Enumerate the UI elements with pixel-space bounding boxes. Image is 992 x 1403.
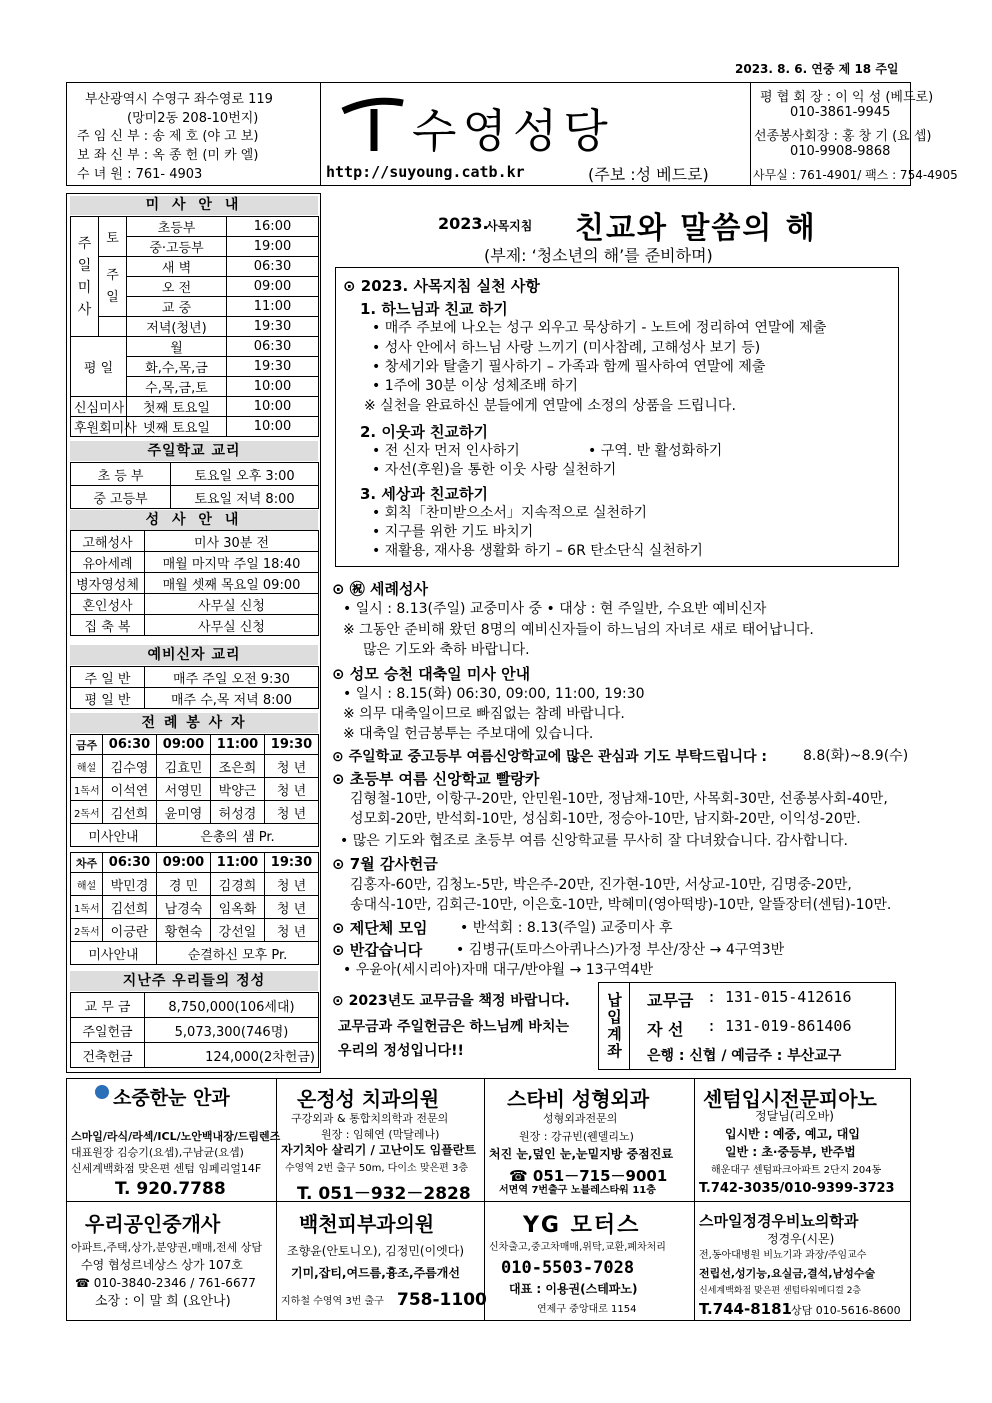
- sunday-mass-label: 주일미사: [71, 217, 99, 337]
- mass-time: 19:30: [227, 317, 319, 337]
- sunday-school-title: 주일학교 교리: [70, 441, 318, 461]
- pastor: 주 임 신 부 : 송 제 호 (야 고 보): [77, 129, 259, 144]
- mass-time: 11:00: [227, 297, 319, 317]
- server-name: 청 년: [265, 873, 319, 896]
- weekday-label: 평 일: [71, 337, 127, 397]
- server-name: 박양근: [211, 778, 265, 801]
- special-mass-label: 후원회미사: [71, 417, 127, 437]
- mass-time: 06:30: [103, 735, 157, 755]
- ad-eye-clinic[interactable]: [67, 1079, 281, 1201]
- ad-line: 자기치아 살리기 / 고난이도 임플란트: [281, 1143, 476, 1157]
- guideline-item: • 1주에 30분 이상 성체조배 하기: [372, 378, 578, 394]
- class-label: 주 일 반: [71, 667, 145, 688]
- class-time: 토요일 저녁 8:00: [171, 486, 319, 509]
- offering-label: 교 무 금: [71, 993, 145, 1018]
- server-name: 김수영: [103, 755, 157, 778]
- ad-line: 조향윤(안토니오), 김정민(이엣다): [287, 1244, 465, 1258]
- mass-time: 19:30: [227, 357, 319, 377]
- headline-sub-label: 사목지침: [486, 219, 533, 233]
- ad-piano[interactable]: [695, 1079, 910, 1201]
- convent: 수 녀 원 : 761- 4903: [77, 167, 203, 182]
- server-name: 남경숙: [157, 896, 211, 919]
- week-label: 금주: [71, 735, 103, 755]
- baptism-title: ⊙ ㊗ 세례성사: [332, 580, 428, 598]
- server-name: 김선희: [103, 801, 157, 824]
- ad-phone: T.742-3035/010-9399-3723: [699, 1181, 895, 1196]
- server-name: 청 년: [265, 919, 319, 942]
- thanks-line: 송대식-10만, 김회근-10만, 이은호-10만, 박혜미(영아떡방)-10만, 알뜰장터(센텀)-10만.: [350, 897, 892, 913]
- baptism-line: ※ 그동안 준비해 왔던 8명의 예비신자들이 하느님의 자녀로 새로 태어납니다.: [343, 622, 814, 638]
- ads-section: [66, 1078, 911, 1321]
- ad-name: 우리공인중개사: [85, 1212, 221, 1236]
- class-label: 초 등 부: [71, 463, 171, 486]
- ad-line: 정달님(리오바): [755, 1109, 834, 1123]
- ad-line: 전립선,성기능,요실금,결석,남성수술: [699, 1267, 876, 1280]
- account-label: 자 선: [647, 1020, 684, 1039]
- sunday-label: 주일: [99, 257, 127, 317]
- ad-name: 스마일정경우비뇨의학과: [699, 1212, 859, 1230]
- church-url[interactable]: http://suyoung.catb.kr: [326, 163, 525, 181]
- ad-line: 스마일/라식/라섹/ICL/노안백내장/드림렌즈: [71, 1130, 281, 1143]
- server-name: 김효민: [157, 755, 211, 778]
- elem-school-title: ⊙ 초등부 여름 신앙학교 빨랑카: [332, 770, 540, 788]
- tithe-line: 교무금과 주일헌금은 하느님께 바치는: [338, 1019, 570, 1035]
- mass-time: 11:00: [211, 735, 265, 755]
- address: 부산광역시 수영구 좌수영로 119: [85, 92, 273, 107]
- ad-line: 원장 : 임혜연 (막달레나): [321, 1128, 440, 1141]
- mass-name: 넷째 토요일: [127, 417, 227, 437]
- guideline-s1: 1. 하느님과 친교 하기: [360, 300, 508, 318]
- server-name: 김선희: [103, 896, 157, 919]
- elem-school-line: 김형철-10만, 이항구-20만, 안민원-10만, 정남채-10만, 사목회-30만, 선종봉사회-40만,: [350, 791, 888, 807]
- mass-time: 19:30: [265, 853, 319, 873]
- offerings-title: 지난주 우리들의 정성: [70, 971, 318, 991]
- ad-phone: T.744-8181: [699, 1300, 792, 1318]
- service-chair-phone: 010-9908-9868: [790, 144, 891, 159]
- class-label: 중 고등부: [71, 486, 171, 509]
- logo-mark-icon: [338, 89, 408, 153]
- welcome-line: • 김병규(토마스아퀴나스)가정 부산/장산 → 4구역3반: [456, 942, 785, 958]
- ad-urology[interactable]: [695, 1202, 910, 1320]
- assumption-line: • 일시 : 8.15(화) 06:30, 09:00, 11:00, 19:30: [343, 686, 645, 702]
- mass-name: 교 중: [127, 297, 227, 317]
- parish-info: [67, 83, 321, 185]
- mass-name: 첫째 토요일: [127, 397, 227, 417]
- ad-name: YG 모터스: [523, 1213, 641, 1238]
- assumption-line: ※ 대축일 헌금봉투는 주보대에 있습니다.: [343, 726, 594, 742]
- mass-time: 10:00: [227, 417, 319, 437]
- headline-title: 친교와 말씀의 해: [575, 211, 817, 246]
- thanks-title: ⊙ 7월 감사헌금: [332, 855, 438, 873]
- ad-line: 소장 : 이 말 희 (요안나): [95, 1294, 231, 1309]
- server-name: 청 년: [265, 801, 319, 824]
- role-label: 1독서: [71, 896, 103, 919]
- mass-time: 06:30: [227, 337, 319, 357]
- ad-line: 처진 눈,덮인 눈,눈밑지방 중점진료: [489, 1147, 673, 1161]
- role-label: 1독서: [71, 778, 103, 801]
- account-box: [598, 982, 896, 1070]
- servers-this-week-table: [70, 734, 319, 847]
- mass-schedule-table: [70, 216, 319, 437]
- week-label: 차주: [71, 853, 103, 873]
- server-name: 김경희: [211, 873, 265, 896]
- sacrament-label: 혼인성사: [71, 594, 145, 615]
- guideline-item: • 구역. 반 활성화하기: [588, 443, 723, 459]
- account-side-label: 납입계좌: [599, 983, 630, 1069]
- offering-value: 8,750,000(106세대): [145, 993, 319, 1018]
- usher-group: 순결하신 모후 Pr.: [157, 942, 319, 965]
- ad-name: 스타비 성형외과: [507, 1087, 650, 1111]
- server-name: 황현숙: [157, 919, 211, 942]
- thanks-line: 김홍자-60만, 김청노-5만, 박은주-20만, 진가현-10만, 서상교-10만, 김명중-20만,: [350, 877, 852, 893]
- usher-label: 미사안내: [71, 942, 157, 965]
- welcome-line: • 우윤아(세시리아)자매 대구/반야월 → 13구역4반: [343, 962, 654, 978]
- sunday-school-table: [70, 462, 319, 509]
- server-name: 청 년: [265, 778, 319, 801]
- guideline-title: ⊙ 2023. 사목지침 실천 사항: [343, 277, 540, 295]
- servers-next-week-table: [70, 852, 319, 965]
- mass-time: 11:00: [211, 853, 265, 873]
- guideline-item: • 성사 안에서 하느님 사랑 느끼기 (미사참례, 고해성사 보기 등): [372, 340, 761, 356]
- server-name: 청 년: [265, 896, 319, 919]
- ad-name: 백천피부과의원: [299, 1212, 435, 1236]
- ad-phone: 010-5503-7028: [501, 1258, 635, 1278]
- mass-time: 06:30: [103, 853, 157, 873]
- offering-value: 5,073,300(746명): [145, 1018, 319, 1043]
- mass-name: 월: [127, 337, 227, 357]
- ad-line: 정경우(시몬): [767, 1232, 835, 1246]
- assistant-pastor: 보 좌 신 부 : 옥 종 헌 (미 카 엘): [77, 148, 259, 163]
- ad-line: 기미,잡티,여드름,흉조,주름개선: [291, 1266, 460, 1280]
- ad-motors[interactable]: [485, 1202, 695, 1320]
- class-time: 토요일 오후 3:00: [171, 463, 319, 486]
- mass-time: 09:00: [227, 277, 319, 297]
- ad-line: 대표 : 이용권(스테파노): [509, 1282, 638, 1296]
- role-label: 2독서: [71, 801, 103, 824]
- ad-phone: ☎ 051－715－9001: [509, 1167, 668, 1185]
- ad-line: 신세계백화점 맞은편 센텀타워메디컬 2층: [699, 1286, 862, 1296]
- sacrament-value: 사무실 신청: [145, 615, 319, 636]
- mass-name: 초등부: [127, 217, 227, 237]
- role-label: 해설: [71, 873, 103, 896]
- usher-group: 은총의 샘 Pr.: [157, 824, 319, 847]
- mass-time: 09:00: [157, 853, 211, 873]
- ad-line: 연제구 중앙대로 1154: [537, 1304, 637, 1315]
- mass-time: 10:00: [227, 397, 319, 417]
- sacrament-value: 미사 30분 전: [145, 531, 319, 552]
- assumption-line: ※ 의무 대축일이므로 빠짐없는 참례 바랍니다.: [343, 706, 625, 722]
- class-time: 매주 수,목 저녁 8:00: [145, 688, 319, 709]
- server-name: 허성경: [211, 801, 265, 824]
- mass-time: 19:30: [265, 735, 319, 755]
- mass-time: 09:00: [157, 735, 211, 755]
- server-name: 이석연: [103, 778, 157, 801]
- account-number: : 131-019-861406: [707, 1017, 852, 1035]
- assumption-title: ⊙ 성모 승천 대축일 미사 안내: [332, 665, 531, 683]
- guideline-item: • 전 신자 먼저 인사하기: [372, 443, 520, 459]
- ad-line: ☎ 010-3840-2346 / 761-6677: [75, 1276, 256, 1290]
- account-number: : 131-015-412616: [707, 988, 852, 1006]
- ad-name: 온정성 치과의원: [297, 1087, 440, 1111]
- guideline-item: • 지구를 위한 기도 바치기: [372, 524, 534, 540]
- date-line: 2023. 8. 6. 연중 제 18 주일: [735, 62, 899, 76]
- office-phone: 사무실 : 761-4901/ 팩스 : 754-4905: [753, 168, 958, 182]
- class-label: 평 일 반: [71, 688, 145, 709]
- church-name: 수영성당: [412, 104, 614, 158]
- ad-line: 원장 : 강규빈(웬델리노): [519, 1130, 634, 1143]
- mass-schedule-title: 미 사 안 내: [70, 196, 318, 215]
- usher-label: 미사안내: [71, 824, 157, 847]
- servers-title: 전 례 봉 사 자: [70, 713, 318, 733]
- mass-name: 수,목,금,토: [127, 377, 227, 397]
- ad-line: 아파트,주택,상가,분양권,매매,전세 상담: [71, 1241, 262, 1254]
- sacrament-label: 고해성사: [71, 531, 145, 552]
- sacrament-value: 매월 셋째 목요일 09:00: [145, 573, 319, 594]
- guideline-item: • 매주 주보에 나오는 성구 외우고 묵상하기 - 노트에 정리하여 연말에 제출: [372, 320, 827, 336]
- guideline-item: • 창세기와 탈출기 필사하기 – 가족과 함께 필사하여 연말에 제출: [372, 359, 766, 375]
- ad-dermatology[interactable]: [277, 1202, 485, 1320]
- mass-name: 오 전: [127, 277, 227, 297]
- ad-line: 수영 협성르네상스 상가 107호: [81, 1258, 243, 1272]
- council-chair-phone: 010-3861-9945: [790, 105, 891, 120]
- role-label: 2독서: [71, 919, 103, 942]
- server-name: 조은희: [211, 755, 265, 778]
- service-chair: 선종봉사회장 : 홍 창 기 (요 셉): [754, 129, 932, 144]
- ad-plastic-surgery[interactable]: [485, 1079, 695, 1201]
- catechumen-title: 예비신자 교리: [70, 645, 318, 665]
- group-meeting-line: • 반석회 : 8.13(주일) 교중미사 후: [460, 920, 673, 936]
- mass-name: 새 벽: [127, 257, 227, 277]
- server-name: 서영민: [157, 778, 211, 801]
- ad-line: 구강외과 & 통합치의학과 전문의: [291, 1112, 449, 1125]
- server-name: 청 년: [265, 755, 319, 778]
- bank-info: 은행 : 신협 / 예금주 : 부산교구: [647, 1048, 842, 1064]
- baptism-line: • 일시 : 8.13(주일) 교중미사 중 • 대상 : 현 주일반, 수요반 예비신자: [343, 601, 767, 617]
- offerings-table: [70, 992, 319, 1068]
- logo-area: [320, 83, 751, 185]
- ad-line: 일반 : 초·중등부, 반주법: [725, 1145, 856, 1159]
- guideline-note: ※ 실천을 완료하신 분들에게 연말에 소정의 상품을 드립니다.: [364, 398, 736, 414]
- guideline-item: • 재활용, 재사용 생활화 하기 – 6R 탄소단식 실천하기: [372, 543, 703, 559]
- ad-phone: T. 051－932－2828: [297, 1184, 471, 1204]
- ad-line: 해운대구 센텀파크아파트 2단지 204동: [711, 1165, 882, 1176]
- ad-line: 수영역 2번 출구 50m, 다이소 맞은편 3층: [285, 1163, 469, 1174]
- headline-year: 2023.: [438, 214, 489, 233]
- mass-time: 16:00: [227, 217, 319, 237]
- group-meeting-title: ⊙ 제단체 모임: [332, 919, 428, 937]
- ad-line: 신세계백화점 맞은편 센텀 임페리얼14F: [71, 1162, 262, 1175]
- youth-school-title: ⊙ 주일학교 중고등부 여름신앙학교에 많은 관심과 기도 부탁드립니다 :: [332, 749, 767, 765]
- ad-line: 서면역 7번출구 노블레스타워 11층: [499, 1185, 656, 1196]
- council-info: [750, 83, 958, 185]
- mass-time: 10:00: [227, 377, 319, 397]
- tithe-line: 우리의 정성입니다!!: [338, 1043, 464, 1059]
- server-name: 박민경: [103, 873, 157, 896]
- mass-name: 저녁(청년): [127, 317, 227, 337]
- saturday-label: 토: [99, 217, 127, 257]
- role-label: 해설: [71, 755, 103, 778]
- sacrament-label: 집 축 복: [71, 615, 145, 636]
- ad-dental[interactable]: [277, 1079, 485, 1204]
- ad-line: 성형외과전문의: [543, 1112, 618, 1125]
- welcome-title: ⊙ 반갑습니다: [332, 941, 423, 959]
- ad-line: 입시반 : 예중, 예고, 대입: [725, 1127, 860, 1141]
- offering-value: 124,000(2차헌금): [145, 1043, 319, 1068]
- council-chair: 평 협 회 장 : 이 익 성 (베드로): [760, 90, 934, 105]
- ad-line: 대표원장 김승기(요셉),구남균(요셉): [71, 1146, 244, 1159]
- baptism-line: 많은 기도와 축하 바랍니다.: [363, 642, 530, 658]
- sacrament-value: 사무실 신청: [145, 594, 319, 615]
- address-detail: (망미2동 208-10번지): [127, 111, 259, 126]
- class-time: 매주 주일 오전 9:30: [145, 667, 319, 688]
- guideline-s3: 3. 세상과 친교하기: [360, 485, 489, 503]
- ad-realty[interactable]: [67, 1202, 277, 1320]
- ad-phone: T. 920.7788: [115, 1179, 226, 1199]
- ad-line: 전,동아대병원 비뇨기과 과장/주임교수: [699, 1250, 867, 1261]
- ad-line: 상담 010-5616-8600: [791, 1304, 901, 1317]
- server-name: 윤미영: [157, 801, 211, 824]
- sacrament-value: 매월 마지막 주일 18:40: [145, 552, 319, 573]
- mass-name: 화,수,목,금: [127, 357, 227, 377]
- sacraments-table: [70, 530, 319, 636]
- ad-name: 소중한눈 안과: [113, 1087, 230, 1109]
- elem-school-line: • 많은 기도와 협조로 초등부 여름 신앙학교를 무사히 잘 다녀왔습니다. 감사합니다.: [340, 833, 848, 849]
- ad-phone: 758-1100: [397, 1290, 487, 1310]
- account-label: 교무금: [647, 991, 694, 1010]
- server-name: 강선일: [211, 919, 265, 942]
- offering-label: 건축헌금: [71, 1043, 145, 1068]
- mass-time: 06:30: [227, 257, 319, 277]
- offering-label: 주일헌금: [71, 1018, 145, 1043]
- server-name: 경 민: [157, 873, 211, 896]
- guideline-s2: 2. 이웃과 친교하기: [360, 423, 489, 441]
- headline-subtitle: (부제: ‘청소년의 해’를 준비하며): [484, 246, 713, 265]
- sacrament-label: 병자영성체: [71, 573, 145, 594]
- clinic-logo-icon: [95, 1085, 109, 1099]
- youth-school-date: 8.8(화)~8.9(수): [803, 748, 909, 764]
- header: [66, 82, 958, 186]
- ad-name: 센텀입시전문피아노: [703, 1087, 877, 1111]
- sacrament-label: 유아세례: [71, 552, 145, 573]
- patron: (주보 :성 베드로): [588, 165, 709, 184]
- elem-school-line: 성모회-20만, 반석회-10만, 성심회-10만, 정승아-10만, 남지화-20만, 이익성-20만.: [350, 811, 861, 827]
- special-mass-label: 신심미사: [71, 397, 127, 417]
- server-name: 임옥화: [211, 896, 265, 919]
- mass-name: 중·고등부: [127, 237, 227, 257]
- guideline-item: • 자선(후원)을 통한 이웃 사랑 실천하기: [372, 462, 617, 478]
- sacraments-title: 성 사 안 내: [70, 510, 318, 530]
- mass-time: 19:00: [227, 237, 319, 257]
- ad-line: 지하철 수영역 3번 출구: [281, 1296, 384, 1307]
- catechumen-table: [70, 666, 319, 709]
- server-name: 이긍란: [103, 919, 157, 942]
- tithe-line: ⊙ 2023년도 교무금을 책정 바랍니다.: [332, 993, 570, 1009]
- ad-line: 신차출고,중고차매매,위탁,교환,폐차처리: [489, 1242, 666, 1253]
- guideline-item: • 회칙「찬미받으소서」지속적으로 실천하기: [372, 505, 648, 521]
